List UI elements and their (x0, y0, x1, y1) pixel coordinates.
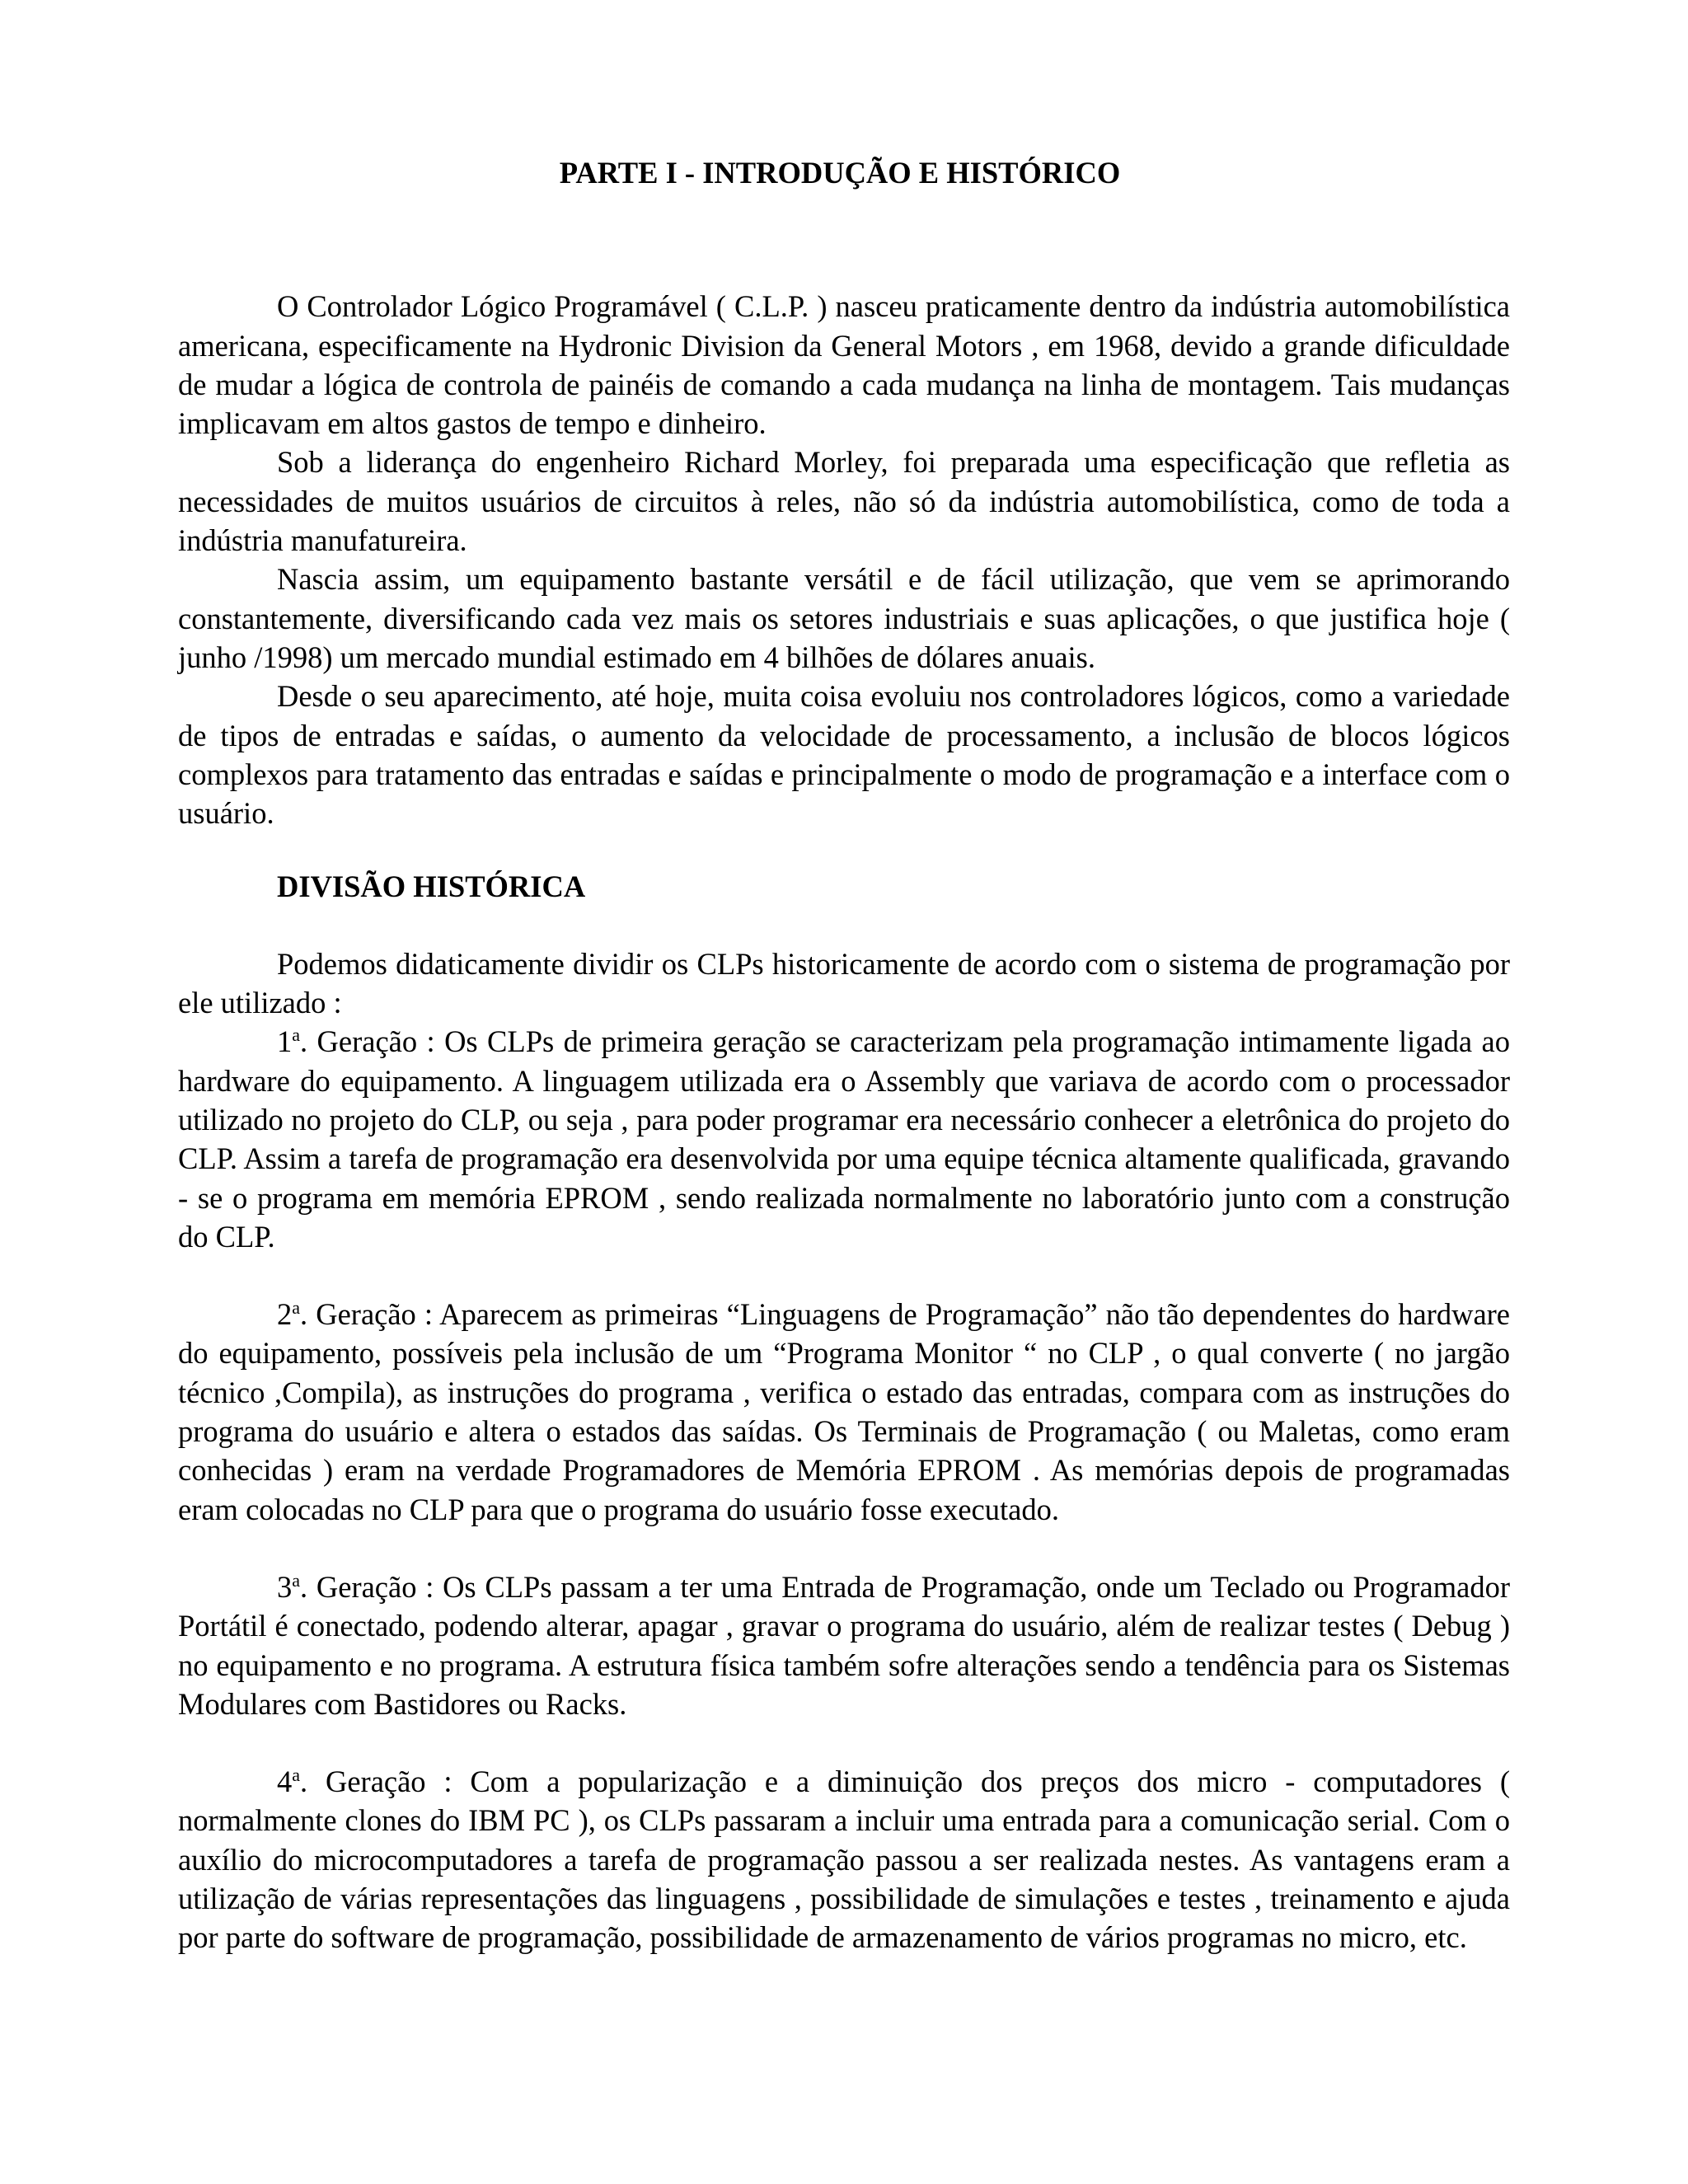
document-body (178, 153, 1510, 1957)
intro-paragraph-3: Nascia assim, um equipamento bastante versátil e de fácil utilização, que vem se aprimorando constantemente, diversificando cada vez mais os setores industriais e suas aplicações, o que justifica hoje ( junho /1998) um mercado mundial estimado em 4 bilhões de dólares anuais. (178, 562, 1510, 674)
generation-3-paragraph (178, 1568, 1510, 1723)
spacer (178, 832, 1510, 867)
generation-4-paragraph (178, 1762, 1510, 1957)
generation-3-ordinal: a (292, 1569, 301, 1591)
generation-4-number: 4 (277, 1765, 293, 1799)
generation-4-ordinal: a (292, 1764, 301, 1785)
generation-1-number: 1 (277, 1024, 293, 1059)
spacer (178, 1256, 1510, 1295)
generation-1-paragraph (178, 1022, 1510, 1256)
generation-3-text: . Geração : Os CLPs passam a ter uma Entrada de Programação, onde um Teclado ou Programador Portátil é conectado, podendo alterar, apagar , gravar o programa do usuário, além de realizar testes ( Debug ) no equipamento e no programa. A estrutura física também sofre alterações sendo a tendência para os Sistemas Modulares com Bastidores ou Racks. (178, 1569, 1510, 1721)
spacer (178, 1529, 1510, 1568)
spacer (178, 192, 1510, 287)
page-title: PARTE I - INTRODUÇÃO E HISTÓRICO (559, 156, 1121, 190)
generation-2-number: 2 (277, 1297, 293, 1332)
intro-paragraph-2: Sob a liderança do engenheiro Richard Morley, foi preparada uma especificação que refletia as necessidades de muitos usuários de circuitos à reles, não só da indústria automobilística, como de toda a indústria manufatureira. (178, 445, 1510, 558)
spacer (178, 907, 1510, 944)
intro-paragraph-1: O Controlador Lógico Programável ( C.L.P. ) nasceu praticamente dentro da indústria automobilística americana, especificamente na Hydronic Division da General Motors , em 1968, devido a grande dificuldade de mudar a lógica de controla de painéis de comando a cada mudança na linha de montagem. Tais mudanças implicavam em altos gastos de tempo e dinheiro. (178, 289, 1510, 441)
spacer (178, 1723, 1510, 1762)
generation-2-text: . Geração : Aparecem as primeiras “Linguagens de Programação” não tão dependentes do hardware do equipamento, possíveis pela inclusão de um “Programa Monitor “ no CLP , o qual converte ( no jargão técnico ,Compila), as instruções do programa , verifica o estado das entradas, compara com as instruções do programa do usuário e altera o estados das saídas. Os Terminais de Programação ( ou Maletas, como eram conhecidas ) eram na verdade Programadores de Memória EPROM . As memórias depois de programadas eram colocadas no CLP para que o programa do usuário fosse executado. (178, 1297, 1510, 1526)
generation-2-ordinal: a (292, 1296, 301, 1318)
generation-2-paragraph (178, 1295, 1510, 1529)
section-heading: DIVISÃO HISTÓRICA (277, 869, 586, 904)
generation-1-text: . Geração : Os CLPs de primeira geração se caracterizam pela programação intimamente ligada ao hardware do equipamento. A linguagem utilizada era o Assembly que variava de acordo com o processador utilizado no projeto do CLP, ou seja , para poder programar era necessário conhecer a eletrônica do projeto do CLP. Assim a tarefa de programação era desenvolvida por uma equipe técnica altamente qualificada, gravando - se o programa em memória EPROM , sendo realizada normalmente no laboratório junto com a construção do CLP. (178, 1024, 1510, 1254)
generation-1-ordinal: a (292, 1024, 301, 1046)
intro-paragraph-4: Desde o seu aparecimento, até hoje, muita coisa evoluiu nos controladores lógicos, como a variedade de tipos de entradas e saídas, o aumento da velocidade de processamento, a inclusão de blocos lógicos complexos para tratamento das entradas e saídas e principalmente o modo de programação e a interface com o usuário. (178, 679, 1510, 831)
generation-3-number: 3 (277, 1569, 293, 1604)
generation-4-text: . Geração : Com a popularização e a diminuição dos preços dos micro - computadores ( normalmente clones do IBM PC ), os CLPs passaram a incluir uma entrada para a comunicação serial. Com o auxílio do microcomputadores a tarefa de programação passou a ser realizada nestes. As vantagens eram a utilização de várias representações das linguagens , possibilidade de simulações e testes , treinamento e ajuda por parte do software de programação, possibilidade de armazenamento de vários programas no micro, etc. (178, 1765, 1510, 1955)
section-intro-paragraph: Podemos didaticamente dividir os CLPs historicamente de acordo com o sistema de programação por ele utilizado : (178, 946, 1510, 1020)
